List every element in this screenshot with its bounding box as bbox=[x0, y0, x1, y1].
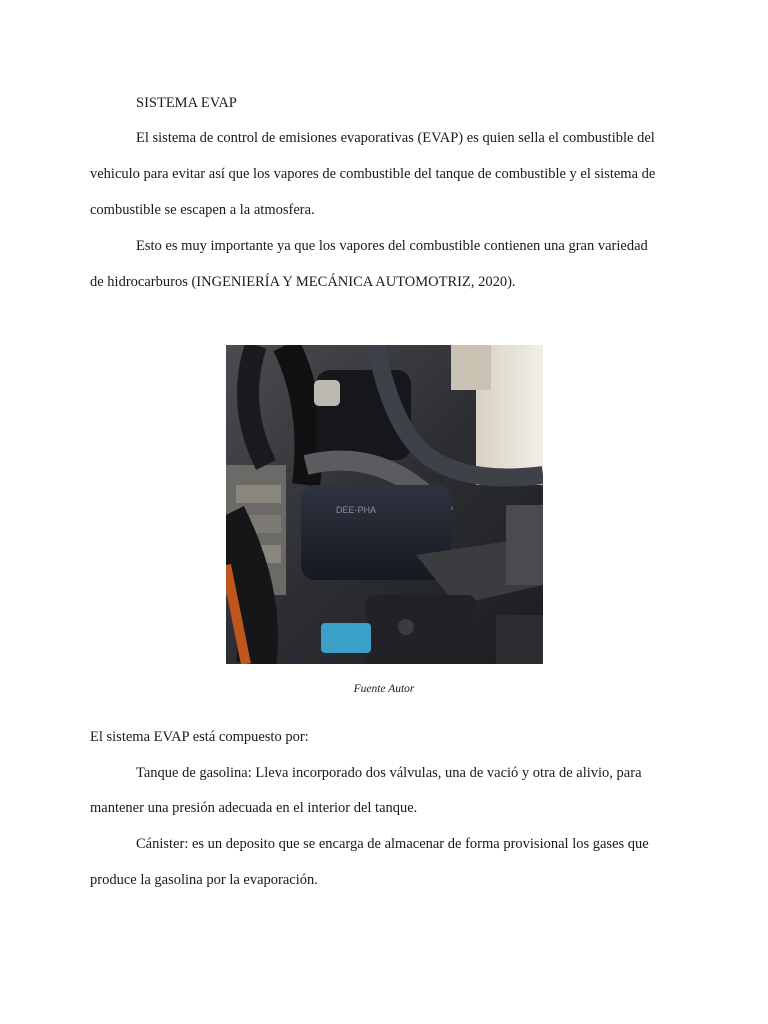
paragraph-2-line-1: Esto es muy importante ya que los vapores del combustible contienen una gran variedad bbox=[136, 238, 648, 254]
paragraph-2-line-2: de hidrocarburos (INGENIERÍA Y MECÁNICA AUTOMOTRIZ, 2020). bbox=[90, 274, 516, 290]
paragraph-1-line-1: El sistema de control de emisiones evaporativas (EVAP) es quien sella el combustible del bbox=[136, 130, 655, 146]
item-2-line-2: produce la gasolina por la evaporación. bbox=[90, 872, 318, 888]
item-1-line-1: Tanque de gasolina: Lleva incorporado dos válvulas, una de vació y otra de alivio, para bbox=[136, 765, 642, 781]
item-2-line-1: Cánister: es un deposito que se encarga de almacenar de forma provisional los gases que bbox=[136, 836, 649, 852]
section-heading: SISTEMA EVAP bbox=[136, 95, 237, 111]
photo-overlay-text: DEE-PHA bbox=[336, 505, 377, 515]
paragraph-1-line-2: vehiculo para evitar así que los vapores de combustible del tanque de combustible y el sistema de bbox=[90, 166, 656, 182]
item-1-line-2: mantener una presión adecuada en el interior del tanque. bbox=[90, 800, 418, 816]
figure-caption: Fuente Autor bbox=[353, 683, 415, 695]
engine-bay-photo bbox=[226, 345, 543, 664]
paragraph-1-line-3: combustible se escapen a la atmosfera. bbox=[90, 202, 315, 218]
list-intro: El sistema EVAP está compuesto por: bbox=[90, 729, 309, 745]
